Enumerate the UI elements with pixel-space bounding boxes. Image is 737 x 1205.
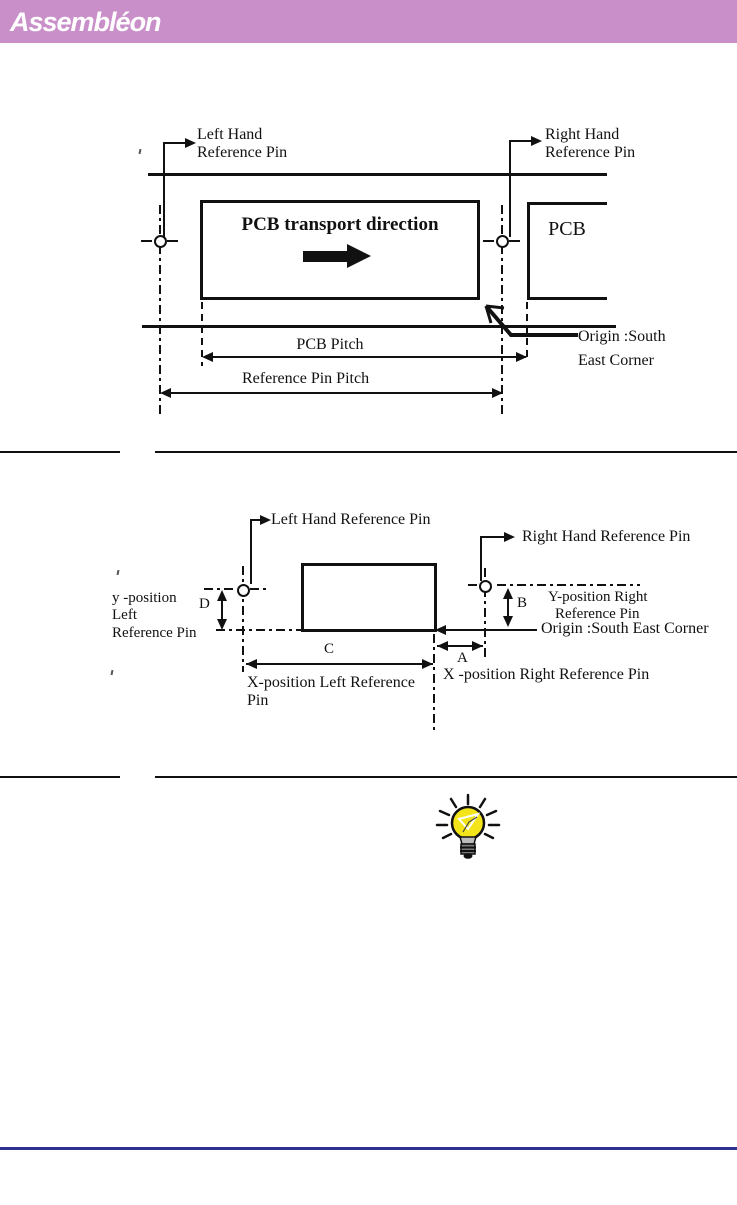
- leader-arrow-icon: [504, 532, 515, 542]
- pin-crosshair-dash: [167, 240, 178, 242]
- pin-crosshair-dash: [141, 240, 152, 242]
- lightbulb-tip-icon: [428, 792, 508, 868]
- right-reference-pin-icon: [496, 235, 509, 248]
- reference-pin-pitch-label: Reference Pin Pitch: [242, 370, 370, 387]
- reference-pin-pitch-dimension-line: [162, 392, 502, 394]
- dimension-arrowhead-icon: [437, 641, 448, 651]
- pcb-pitch-label: PCB Pitch: [296, 336, 364, 353]
- right-pin-axis: [468, 584, 477, 586]
- origin-leader-line: [437, 629, 537, 631]
- leader-line: [509, 140, 511, 237]
- footer-rule: [0, 1147, 737, 1150]
- dim-b-label: B: [517, 595, 528, 611]
- left-reference-pin-label: Left Hand Reference Pin: [197, 126, 288, 162]
- dimension-arrowhead-icon: [503, 616, 513, 627]
- section-divider: [155, 776, 737, 778]
- dimension-arrowhead-icon: [516, 352, 527, 362]
- left-reference-pin-icon: [154, 235, 167, 248]
- leader-arrow-icon: [531, 136, 542, 146]
- assembleon-logo: Assembléon: [10, 7, 161, 37]
- y-position-right-label: Y-position Right Reference Pin: [548, 589, 648, 623]
- y-position-left-label: y -position Left Reference Pin: [112, 590, 197, 641]
- leader-line: [250, 519, 252, 584]
- left-pin-centerline: [242, 566, 244, 672]
- transport-direction-arrowhead-icon: [347, 244, 371, 268]
- origin-label-line1: Origin :South: [578, 328, 666, 345]
- pin-crosshair-dash: [483, 240, 494, 242]
- x-position-right-label: X -position Right Reference Pin: [443, 666, 650, 683]
- scan-artifact: [139, 149, 142, 154]
- leader-line: [163, 142, 187, 144]
- right-reference-pin-icon: [479, 580, 492, 593]
- section-divider: [0, 451, 120, 453]
- dim-d-label: D: [199, 596, 210, 612]
- dimension-arrowhead-icon: [160, 388, 171, 398]
- dimension-arrowhead-icon: [217, 590, 227, 601]
- right-reference-pin-label: Right Hand Reference Pin: [545, 126, 636, 162]
- origin-centerline: [433, 634, 435, 730]
- right-reference-pin-label: Right Hand Reference Pin: [522, 528, 691, 545]
- leader-arrow-icon: [260, 515, 271, 525]
- dim-c-label: C: [324, 641, 335, 657]
- x-position-left-label: X-position Left Reference Pin: [247, 674, 415, 710]
- leader-line: [163, 142, 165, 237]
- dimension-arrowhead-icon: [217, 619, 227, 630]
- section-divider: [0, 776, 120, 778]
- pcb-board-outline: [301, 563, 437, 632]
- leader-line: [480, 536, 506, 538]
- leader-line: [509, 140, 533, 142]
- right-pin-axis: [497, 584, 640, 586]
- leader-line: [480, 536, 482, 581]
- left-pin-axis: [250, 588, 268, 590]
- dimension-arrowhead-icon: [503, 588, 513, 599]
- section-divider: [155, 451, 737, 453]
- pin-crosshair-dash: [509, 240, 520, 242]
- dimension-arrowhead-icon: [472, 641, 483, 651]
- origin-label: Origin :South East Corner: [541, 620, 709, 637]
- transport-direction-arrow: [303, 251, 347, 262]
- dim-a-label: A: [457, 650, 468, 666]
- dimension-arrowhead-icon: [492, 388, 503, 398]
- pcb-transport-direction-label: PCB transport direction: [241, 214, 439, 235]
- origin-arrowhead-icon: [435, 625, 446, 635]
- origin-callout-leader: [478, 296, 582, 342]
- origin-label-line2: East Corner: [578, 352, 654, 369]
- dimension-arrowhead-icon: [422, 659, 433, 669]
- dimension-arrowhead-icon: [202, 352, 213, 362]
- dimension-arrowhead-icon: [246, 659, 257, 669]
- left-reference-pin-label: Left Hand Reference Pin: [271, 511, 431, 528]
- next-pcb-board-outline: [527, 202, 607, 300]
- next-pcb-label: PCB: [548, 218, 586, 240]
- pcb-pitch-dimension-line: [204, 356, 526, 358]
- header-bar: [0, 0, 737, 43]
- scan-artifact: [111, 670, 114, 675]
- transport-rail-top: [148, 173, 607, 176]
- dim-c-line: [246, 663, 433, 665]
- left-reference-pin-icon: [237, 584, 250, 597]
- scan-artifact: [117, 570, 120, 575]
- baseline-dashdot: [216, 629, 301, 631]
- leader-arrow-icon: [185, 138, 196, 148]
